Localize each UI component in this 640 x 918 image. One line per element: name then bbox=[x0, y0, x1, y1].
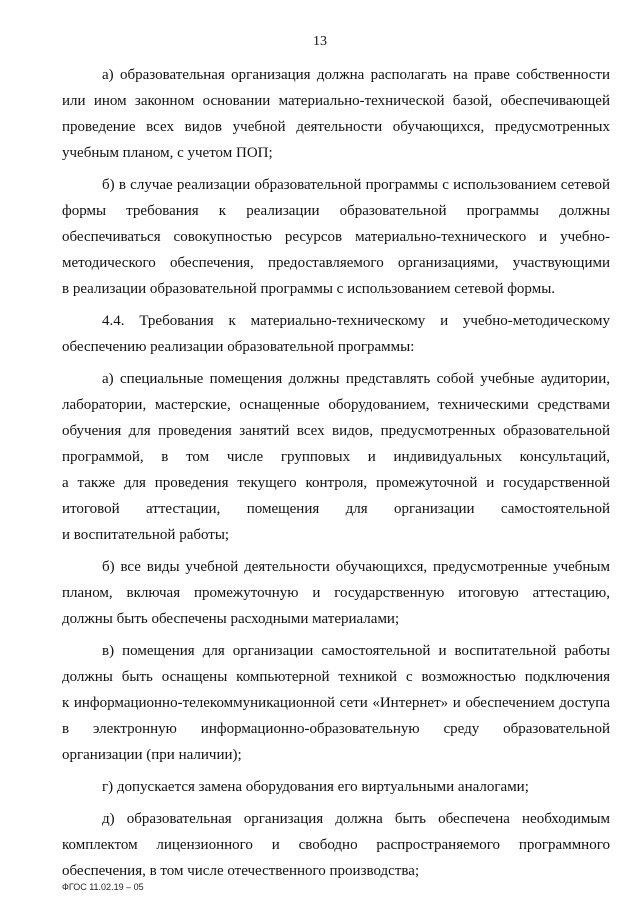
text-line: лаборатории, мастерские, оснащенные оборудованием, техническими средствами bbox=[62, 397, 610, 413]
text-line: б) в случае реализации образовательной программы с использованием сетевой bbox=[102, 177, 610, 193]
text-line: должны быть обеспечены расходными материалами; bbox=[62, 611, 400, 627]
paragraph-4-4-heading bbox=[62, 308, 610, 360]
text-line: в) помещения для организации самостоятельной и воспитательной работы bbox=[102, 643, 610, 659]
text-line: обеспечения, в том числе отечественного производства; bbox=[62, 863, 420, 879]
text-line: а) образовательная организация должна располагать на праве собственности bbox=[102, 67, 610, 83]
text-line: или ином законном основании материально-технической базой, обеспечивающей bbox=[62, 93, 610, 109]
text-line: к информационно-телекоммуникационной сети «Интернет» и обеспечением доступа bbox=[62, 695, 610, 711]
text-line: в реализации образовательной программы с использованием сетевой формы. bbox=[62, 281, 556, 297]
text-line: проведение всех видов учебной деятельности обучающихся, предусмотренных bbox=[62, 119, 610, 135]
paragraph-4-4-b bbox=[62, 554, 610, 632]
text-line: комплектом лицензионного и свободно распространяемого программного bbox=[62, 837, 610, 853]
text-line: обучения для проведения занятий всех видов, предусмотренных образовательной bbox=[62, 423, 610, 439]
text-line: обеспечиваться совокупностью ресурсов материально-технического и учебно- bbox=[62, 229, 610, 245]
document-body bbox=[62, 62, 610, 890]
text-line: итоговой аттестации, помещения для организации самостоятельной bbox=[62, 501, 610, 517]
text-line: организации (при наличии); bbox=[62, 747, 242, 763]
text-line: г) допускается замена оборудования его виртуальными аналогами; bbox=[102, 779, 529, 795]
text-line: и воспитательной работы; bbox=[62, 527, 230, 543]
text-line: д) образовательная организация должна быть обеспечена необходимым bbox=[102, 811, 610, 827]
paragraph-4-4-g bbox=[62, 774, 610, 800]
paragraph-4-4-v bbox=[62, 638, 610, 768]
text-line: формы требования к реализации образовательной программы должны bbox=[62, 203, 610, 219]
text-line: методического обеспечения, предоставляемого организациями, участвующими bbox=[62, 255, 610, 271]
text-line: а) специальные помещения должны представлять собой учебные аудитории, bbox=[102, 371, 610, 387]
text-line: б) все виды учебной деятельности обучающихся, предусмотренные учебным bbox=[102, 559, 610, 575]
text-line: 4.4. Требования к материально-техническому и учебно-методическому bbox=[102, 313, 610, 329]
document-code: ФГОС 11.02.19 – 05 bbox=[62, 882, 144, 892]
text-line: планом, включая промежуточную и государственную итоговую аттестацию, bbox=[62, 585, 610, 601]
paragraph-4-4-a bbox=[62, 366, 610, 548]
text-line: а также для проведения текущего контроля, промежуточной и государственной bbox=[62, 475, 610, 491]
paragraph-4-3-b bbox=[62, 172, 610, 302]
text-line: программой, в том числе групповых и индивидуальных консультаций, bbox=[62, 449, 610, 465]
page-number: 13 bbox=[313, 34, 327, 49]
text-line: учебным планом, с учетом ПОП; bbox=[62, 145, 273, 161]
paragraph-4-3-a bbox=[62, 62, 610, 166]
paragraph-4-4-d bbox=[62, 806, 610, 884]
text-line: в электронную информационно-образовательную среду образовательной bbox=[62, 721, 610, 737]
text-line: должны быть оснащены компьютерной техникой с возможностью подключения bbox=[62, 669, 610, 685]
text-line: обеспечению реализации образовательной программы: bbox=[62, 339, 415, 355]
